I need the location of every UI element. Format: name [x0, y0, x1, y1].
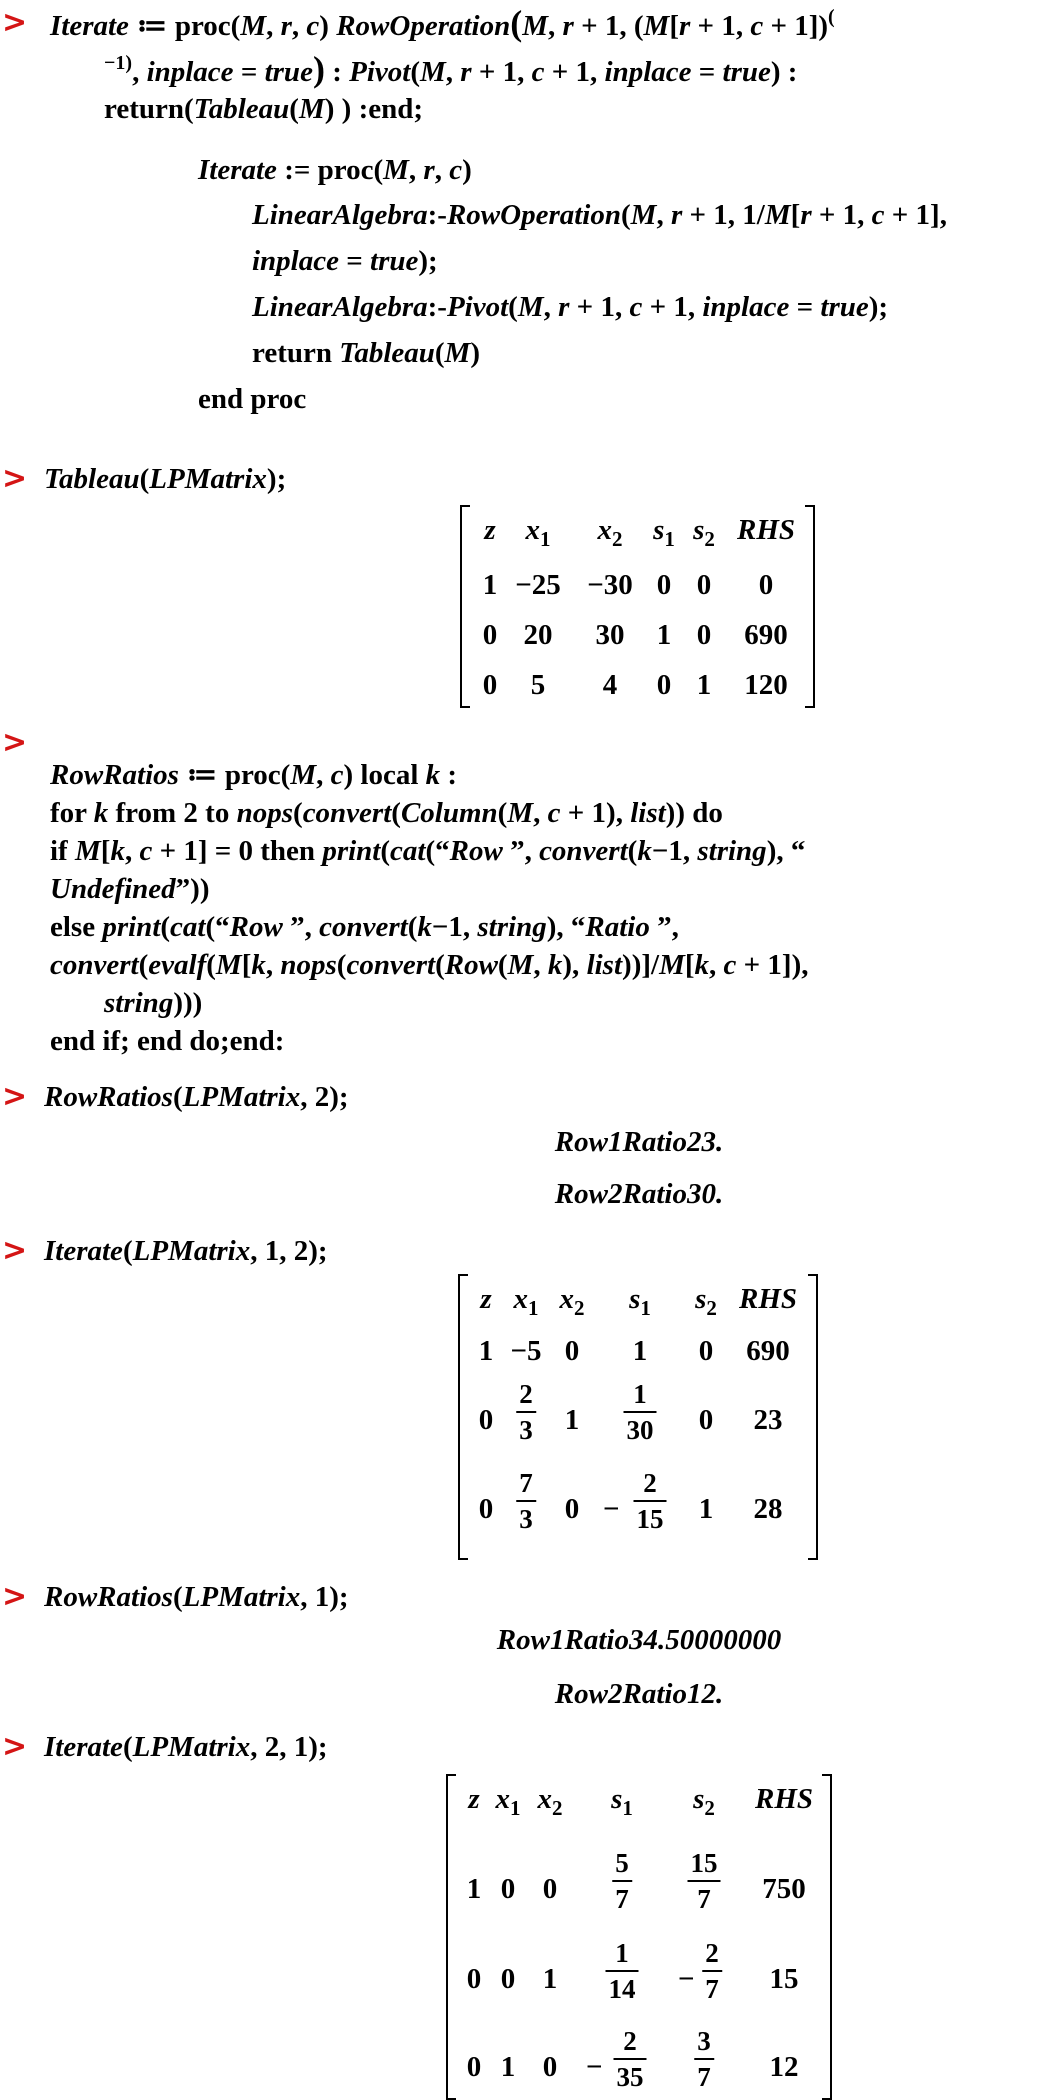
output-line: Iterate := proc(M, r, c)	[198, 154, 472, 186]
input-line[interactable]: Iterate(LPMatrix, 2, 1);	[44, 1731, 328, 1763]
input-line[interactable]: convert(evalf(M[k, nops(convert(Row(M, k), list))]/M[k, c + 1]),	[50, 949, 809, 981]
input-line[interactable]: RowRatios(LPMatrix, 1);	[44, 1581, 349, 1613]
input-line[interactable]: Undefined”))	[50, 873, 210, 905]
output-ratio: Row2Ratio12.	[554, 1678, 724, 1710]
input-line[interactable]: RowRatios ≔ proc(M, c) local k :	[50, 759, 458, 791]
output-ratio: Row1Ratio23.	[554, 1126, 724, 1158]
tableau-matrix-3: z $x_1$ $x_2$ $s_1$ $s_2$ RHS 1 0 0 5 7 15 7 750 0 0 1 1 14 − 2 7 15 0 1 0 − 2 35 3 7 12	[446, 1774, 832, 2100]
tableau-matrix-2: z $x_1$ $x_2$ $s_1$ $s_2$ RHS 1 −5 0 1 0 690 0 2 3 1 1 30 0 23 0 7 3 0 − 2 15 1 28	[458, 1274, 818, 1560]
input-line[interactable]: if M[k, c + 1] = 0 then print(cat(“Row ”, convert(k−1, string), “	[50, 835, 806, 867]
output-line: end proc	[198, 383, 307, 415]
output-line: LinearAlgebra:-Pivot(M, r + 1, c + 1, inplace = true);	[252, 291, 889, 323]
prompt-marker: >	[2, 1729, 28, 1764]
output-line: inplace = true);	[252, 245, 438, 277]
input-line[interactable]: else print(cat(“Row ”, convert(k−1, string), “Ratio ”,	[50, 911, 679, 943]
output-line: return Tableau(M)	[252, 337, 481, 369]
input-line[interactable]: RowRatios(LPMatrix, 2);	[44, 1081, 349, 1113]
prompt-marker: >	[2, 1579, 28, 1614]
input-line[interactable]: string)))	[104, 987, 203, 1019]
input-line[interactable]: Iterate ≔ proc(M, r, c) RowOperation(M, r + 1, (M[r + 1, c + 1])(	[50, 3, 835, 43]
input-line[interactable]: $^{-1)}$, inplace = true) : Pivot(M, r + 1, c + 1, inplace = true) :	[104, 49, 798, 89]
prompt-marker: >	[2, 1233, 28, 1268]
prompt-marker: >	[2, 725, 28, 760]
prompt-marker: >	[2, 1079, 28, 1114]
output-ratio: Row2Ratio30.	[554, 1178, 724, 1210]
tableau-matrix-1: z $x_1$ $x_2$ $s_1$ $s_2$ RHS 1 −25 −30 0 0 0 0 20 30 1 0 690 0 5 4 0 1 120	[460, 505, 815, 708]
input-line[interactable]: return(Tableau(M) ) :end;	[104, 93, 424, 125]
output-ratio: Row1Ratio34.50000000	[496, 1624, 782, 1656]
output-line: LinearAlgebra:-RowOperation(M, r + 1, 1/M[r + 1, c + 1],	[252, 199, 947, 231]
input-line[interactable]: Tableau(LPMatrix);	[44, 463, 287, 495]
prompt-marker: >	[2, 5, 28, 40]
prompt-marker: >	[2, 461, 28, 496]
input-line[interactable]: end if; end do;end:	[50, 1025, 285, 1057]
input-line[interactable]: Iterate(LPMatrix, 1, 2);	[44, 1235, 328, 1267]
input-line[interactable]: for k from 2 to nops(convert(Column(M, c + 1), list)) do	[50, 797, 723, 829]
